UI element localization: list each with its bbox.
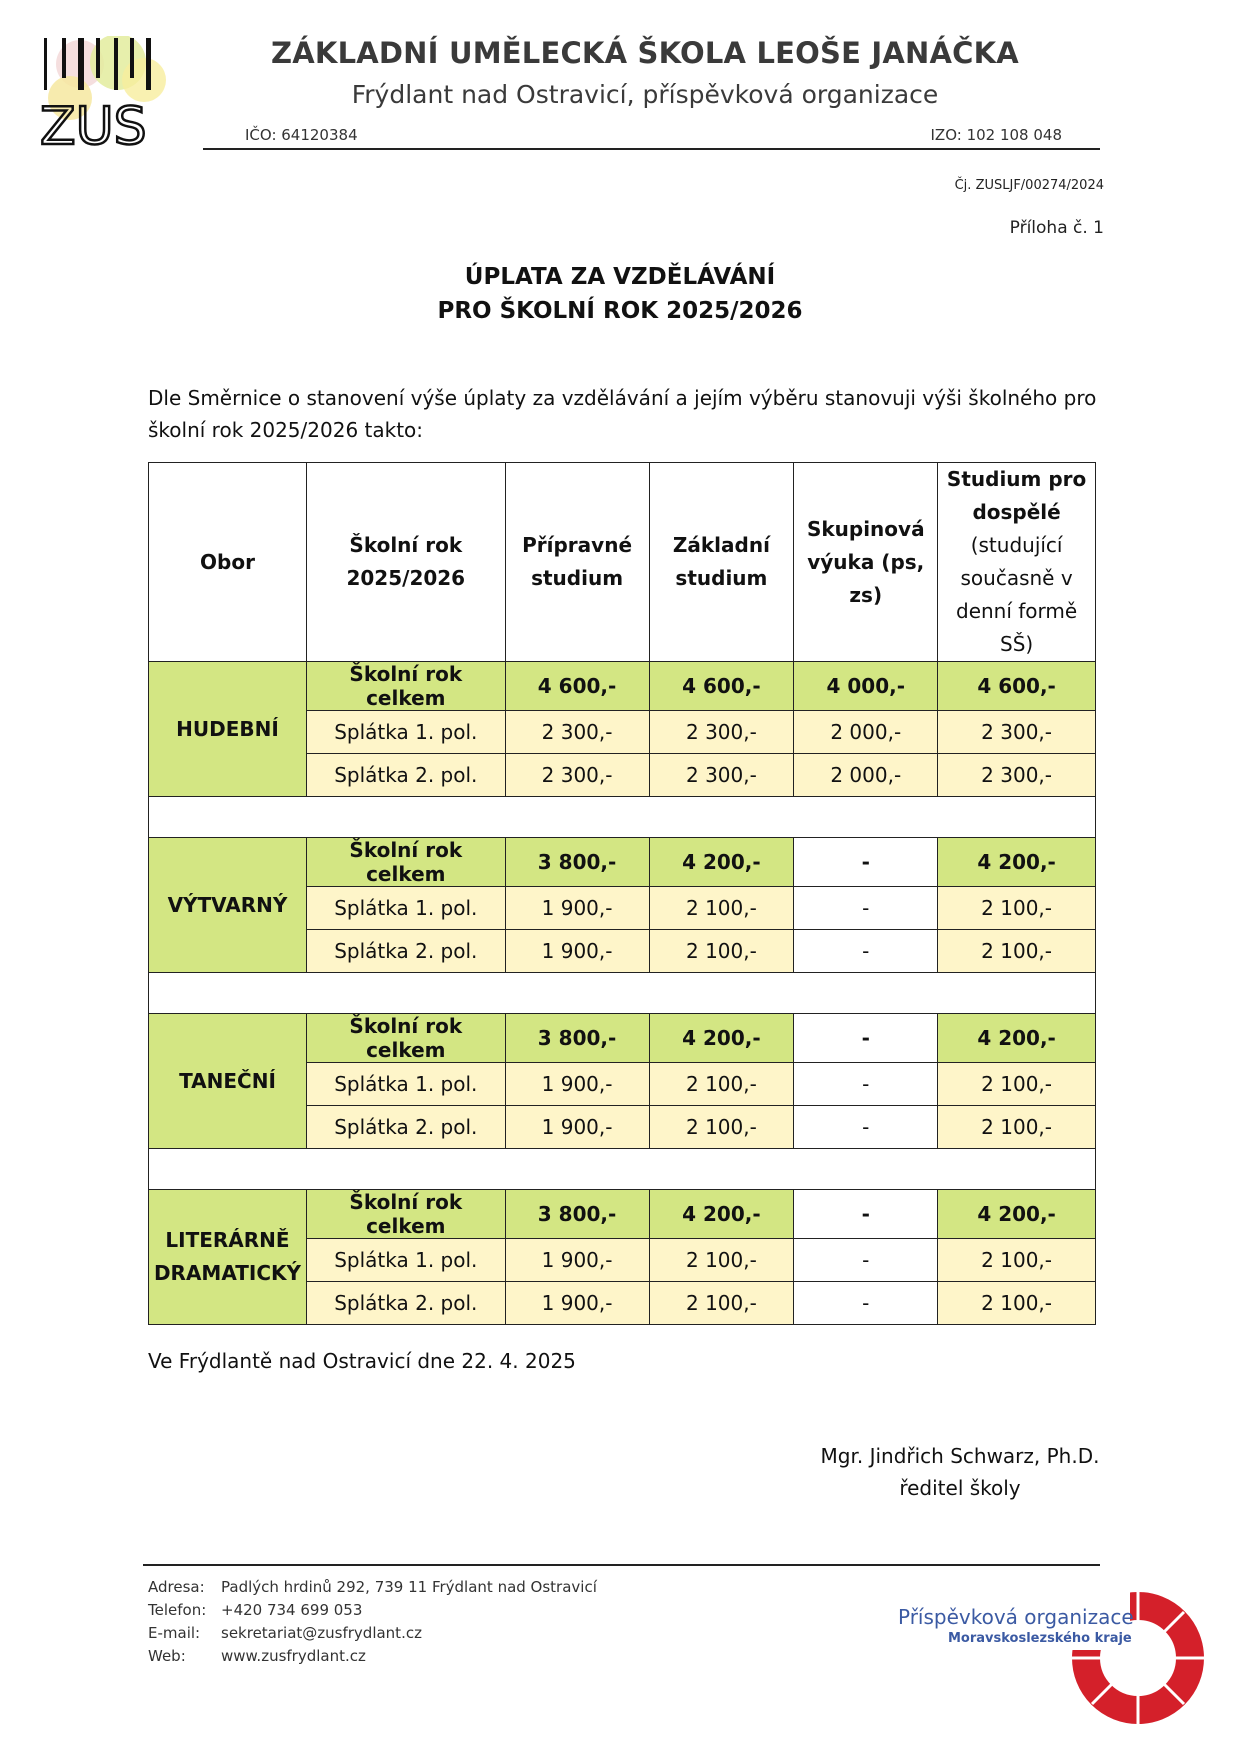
- fee-zakladni: 2 100,-: [649, 1106, 794, 1149]
- signer-name: Mgr. Jindřich Schwarz, Ph.D.: [820, 1444, 1100, 1468]
- row-label: Školní rok celkem: [306, 838, 505, 887]
- fee-skupinova: -: [794, 1063, 938, 1106]
- header-skupinova: Skupinová výuka (ps, zs): [794, 463, 938, 662]
- footer-email: E-mail: sekretariat@zusfrydlant.cz: [148, 1624, 422, 1642]
- region-org-subtitle: Moravskoslezského kraje: [948, 1631, 1132, 1646]
- fee-skupinova: 2 000,-: [794, 711, 938, 754]
- footer-phone: Telefon: +420 734 699 053: [148, 1601, 363, 1619]
- fee-zakladni: 2 100,-: [649, 887, 794, 930]
- fee-skupinova: -: [794, 838, 938, 887]
- row-label: Splátka 2. pol.: [306, 754, 505, 797]
- table-spacer-row: [149, 797, 1096, 838]
- fee-pripravne: 4 600,-: [505, 662, 649, 711]
- row-label: Splátka 1. pol.: [306, 887, 505, 930]
- fee-pripravne: 1 900,-: [505, 1282, 649, 1325]
- header-pripravne: Přípravné studium: [505, 463, 649, 662]
- header-dospele: Studium pro dospělé (studující současně v denní formě SŠ): [938, 463, 1096, 662]
- fee-skupinova: -: [794, 1239, 938, 1282]
- fee-zakladni: 4 600,-: [649, 662, 794, 711]
- signer-role: ředitel školy: [899, 1476, 1021, 1500]
- fee-pripravne: 3 800,-: [505, 1014, 649, 1063]
- row-label: Splátka 1. pol.: [306, 711, 505, 754]
- fee-pripravne: 2 300,-: [505, 754, 649, 797]
- obor-cell: TANEČNÍ: [149, 1014, 307, 1149]
- fee-pripravne: 2 300,-: [505, 711, 649, 754]
- fee-dospele: 4 200,-: [938, 1190, 1096, 1239]
- fee-dospele: 4 600,-: [938, 662, 1096, 711]
- row-label: Školní rok celkem: [306, 1190, 505, 1239]
- row-label: Splátka 2. pol.: [306, 1282, 505, 1325]
- row-label: Školní rok celkem: [306, 1014, 505, 1063]
- fee-pripravne: 1 900,-: [505, 1106, 649, 1149]
- table-row: [149, 1014, 1096, 1063]
- web-link[interactable]: www.zusfrydlant.cz: [221, 1647, 366, 1665]
- document-title-line2: PRO ŠKOLNÍ ROK 2025/2026: [437, 298, 803, 324]
- fee-dospele: 4 200,-: [938, 1014, 1096, 1063]
- header-divider: [203, 148, 1100, 150]
- fee-skupinova: -: [794, 1190, 938, 1239]
- header-zakladni: Základní studium: [649, 463, 794, 662]
- email-link[interactable]: sekretariat@zusfrydlant.cz: [221, 1624, 422, 1642]
- school-subtitle: Frýdlant nad Ostravicí, příspěvková organizace: [351, 80, 939, 109]
- fee-pripravne: 1 900,-: [505, 1239, 649, 1282]
- fee-skupinova: 2 000,-: [794, 754, 938, 797]
- fee-skupinova: -: [794, 1106, 938, 1149]
- date-line: Ve Frýdlantě nad Ostravicí dne 22. 4. 2025: [148, 1349, 576, 1373]
- fee-skupinova: -: [794, 1282, 938, 1325]
- reference-number: Čj. ZUSLJF/00274/2024: [954, 178, 1104, 193]
- fee-dospele: 4 200,-: [938, 838, 1096, 887]
- row-label: Splátka 1. pol.: [306, 1063, 505, 1106]
- footer-web: Web: www.zusfrydlant.cz: [148, 1647, 366, 1665]
- fee-zakladni: 4 200,-: [649, 1014, 794, 1063]
- fee-zakladni: 2 100,-: [649, 1282, 794, 1325]
- fee-dospele: 2 100,-: [938, 1239, 1096, 1282]
- fee-dospele: 2 300,-: [938, 754, 1096, 797]
- fee-pripravne: 3 800,-: [505, 838, 649, 887]
- fee-pripravne: 3 800,-: [505, 1190, 649, 1239]
- fee-pripravne: 1 900,-: [505, 1063, 649, 1106]
- svg-text:ZUS: ZUS: [40, 97, 147, 146]
- fee-zakladni: 4 200,-: [649, 838, 794, 887]
- table-row: [149, 662, 1096, 711]
- fee-skupinova: -: [794, 1014, 938, 1063]
- fee-skupinova: 4 000,-: [794, 662, 938, 711]
- obor-cell: LITERÁRNĚ DRAMATICKÝ: [149, 1190, 307, 1325]
- fee-dospele: 2 100,-: [938, 887, 1096, 930]
- izo-number: IZO: 102 108 048: [930, 126, 1062, 144]
- fee-dospele: 2 100,-: [938, 1282, 1096, 1325]
- region-org-title: Příspěvková organizace: [898, 1605, 1134, 1629]
- fee-zakladni: 4 200,-: [649, 1190, 794, 1239]
- table-row: [149, 838, 1096, 887]
- fee-skupinova: -: [794, 930, 938, 973]
- obor-cell: HUDEBNÍ: [149, 662, 307, 797]
- header-obor: Obor: [149, 463, 307, 662]
- row-label: Splátka 2. pol.: [306, 930, 505, 973]
- intro-paragraph: Dle Směrnice o stanovení výše úplaty za vzdělávání a jejím výběru stanovuji výši školného pro školní rok 2025/2026 takto:: [148, 386, 1097, 442]
- table-spacer-row: [149, 1149, 1096, 1190]
- ico-number: IČO: 64120384: [245, 126, 358, 144]
- fee-pripravne: 1 900,-: [505, 930, 649, 973]
- attachment-label: Příloha č. 1: [1009, 218, 1104, 238]
- table-header-row: [149, 463, 1096, 662]
- row-label: Splátka 1. pol.: [306, 1239, 505, 1282]
- table-spacer-row: [149, 973, 1096, 1014]
- fee-zakladni: 2 300,-: [649, 754, 794, 797]
- footer-divider: [143, 1564, 1100, 1566]
- table-row: [149, 1190, 1096, 1239]
- footer-address: Adresa: Padlých hrdinů 292, 739 11 Frýdlant nad Ostravicí: [148, 1578, 597, 1596]
- school-logo: [40, 36, 180, 146]
- fee-dospele: 2 300,-: [938, 711, 1096, 754]
- fee-dospele: 2 100,-: [938, 1106, 1096, 1149]
- fee-skupinova: -: [794, 887, 938, 930]
- school-name: ZÁKLADNÍ UMĚLECKÁ ŠKOLA LEOŠE JANÁČKA: [271, 36, 1019, 70]
- document-title-line1: ÚPLATA ZA VZDĚLÁVÁNÍ: [464, 264, 776, 290]
- fee-dospele: 2 100,-: [938, 1063, 1096, 1106]
- fee-pripravne: 1 900,-: [505, 887, 649, 930]
- fee-zakladni: 2 100,-: [649, 1063, 794, 1106]
- row-label: Školní rok celkem: [306, 662, 505, 711]
- fee-zakladni: 2 100,-: [649, 930, 794, 973]
- header-school-year: Školní rok 2025/2026: [306, 463, 505, 662]
- fee-zakladni: 2 300,-: [649, 711, 794, 754]
- fee-table: [148, 462, 1096, 1325]
- fee-dospele: 2 100,-: [938, 930, 1096, 973]
- row-label: Splátka 2. pol.: [306, 1106, 505, 1149]
- obor-cell: VÝTVARNÝ: [149, 838, 307, 973]
- fee-zakladni: 2 100,-: [649, 1239, 794, 1282]
